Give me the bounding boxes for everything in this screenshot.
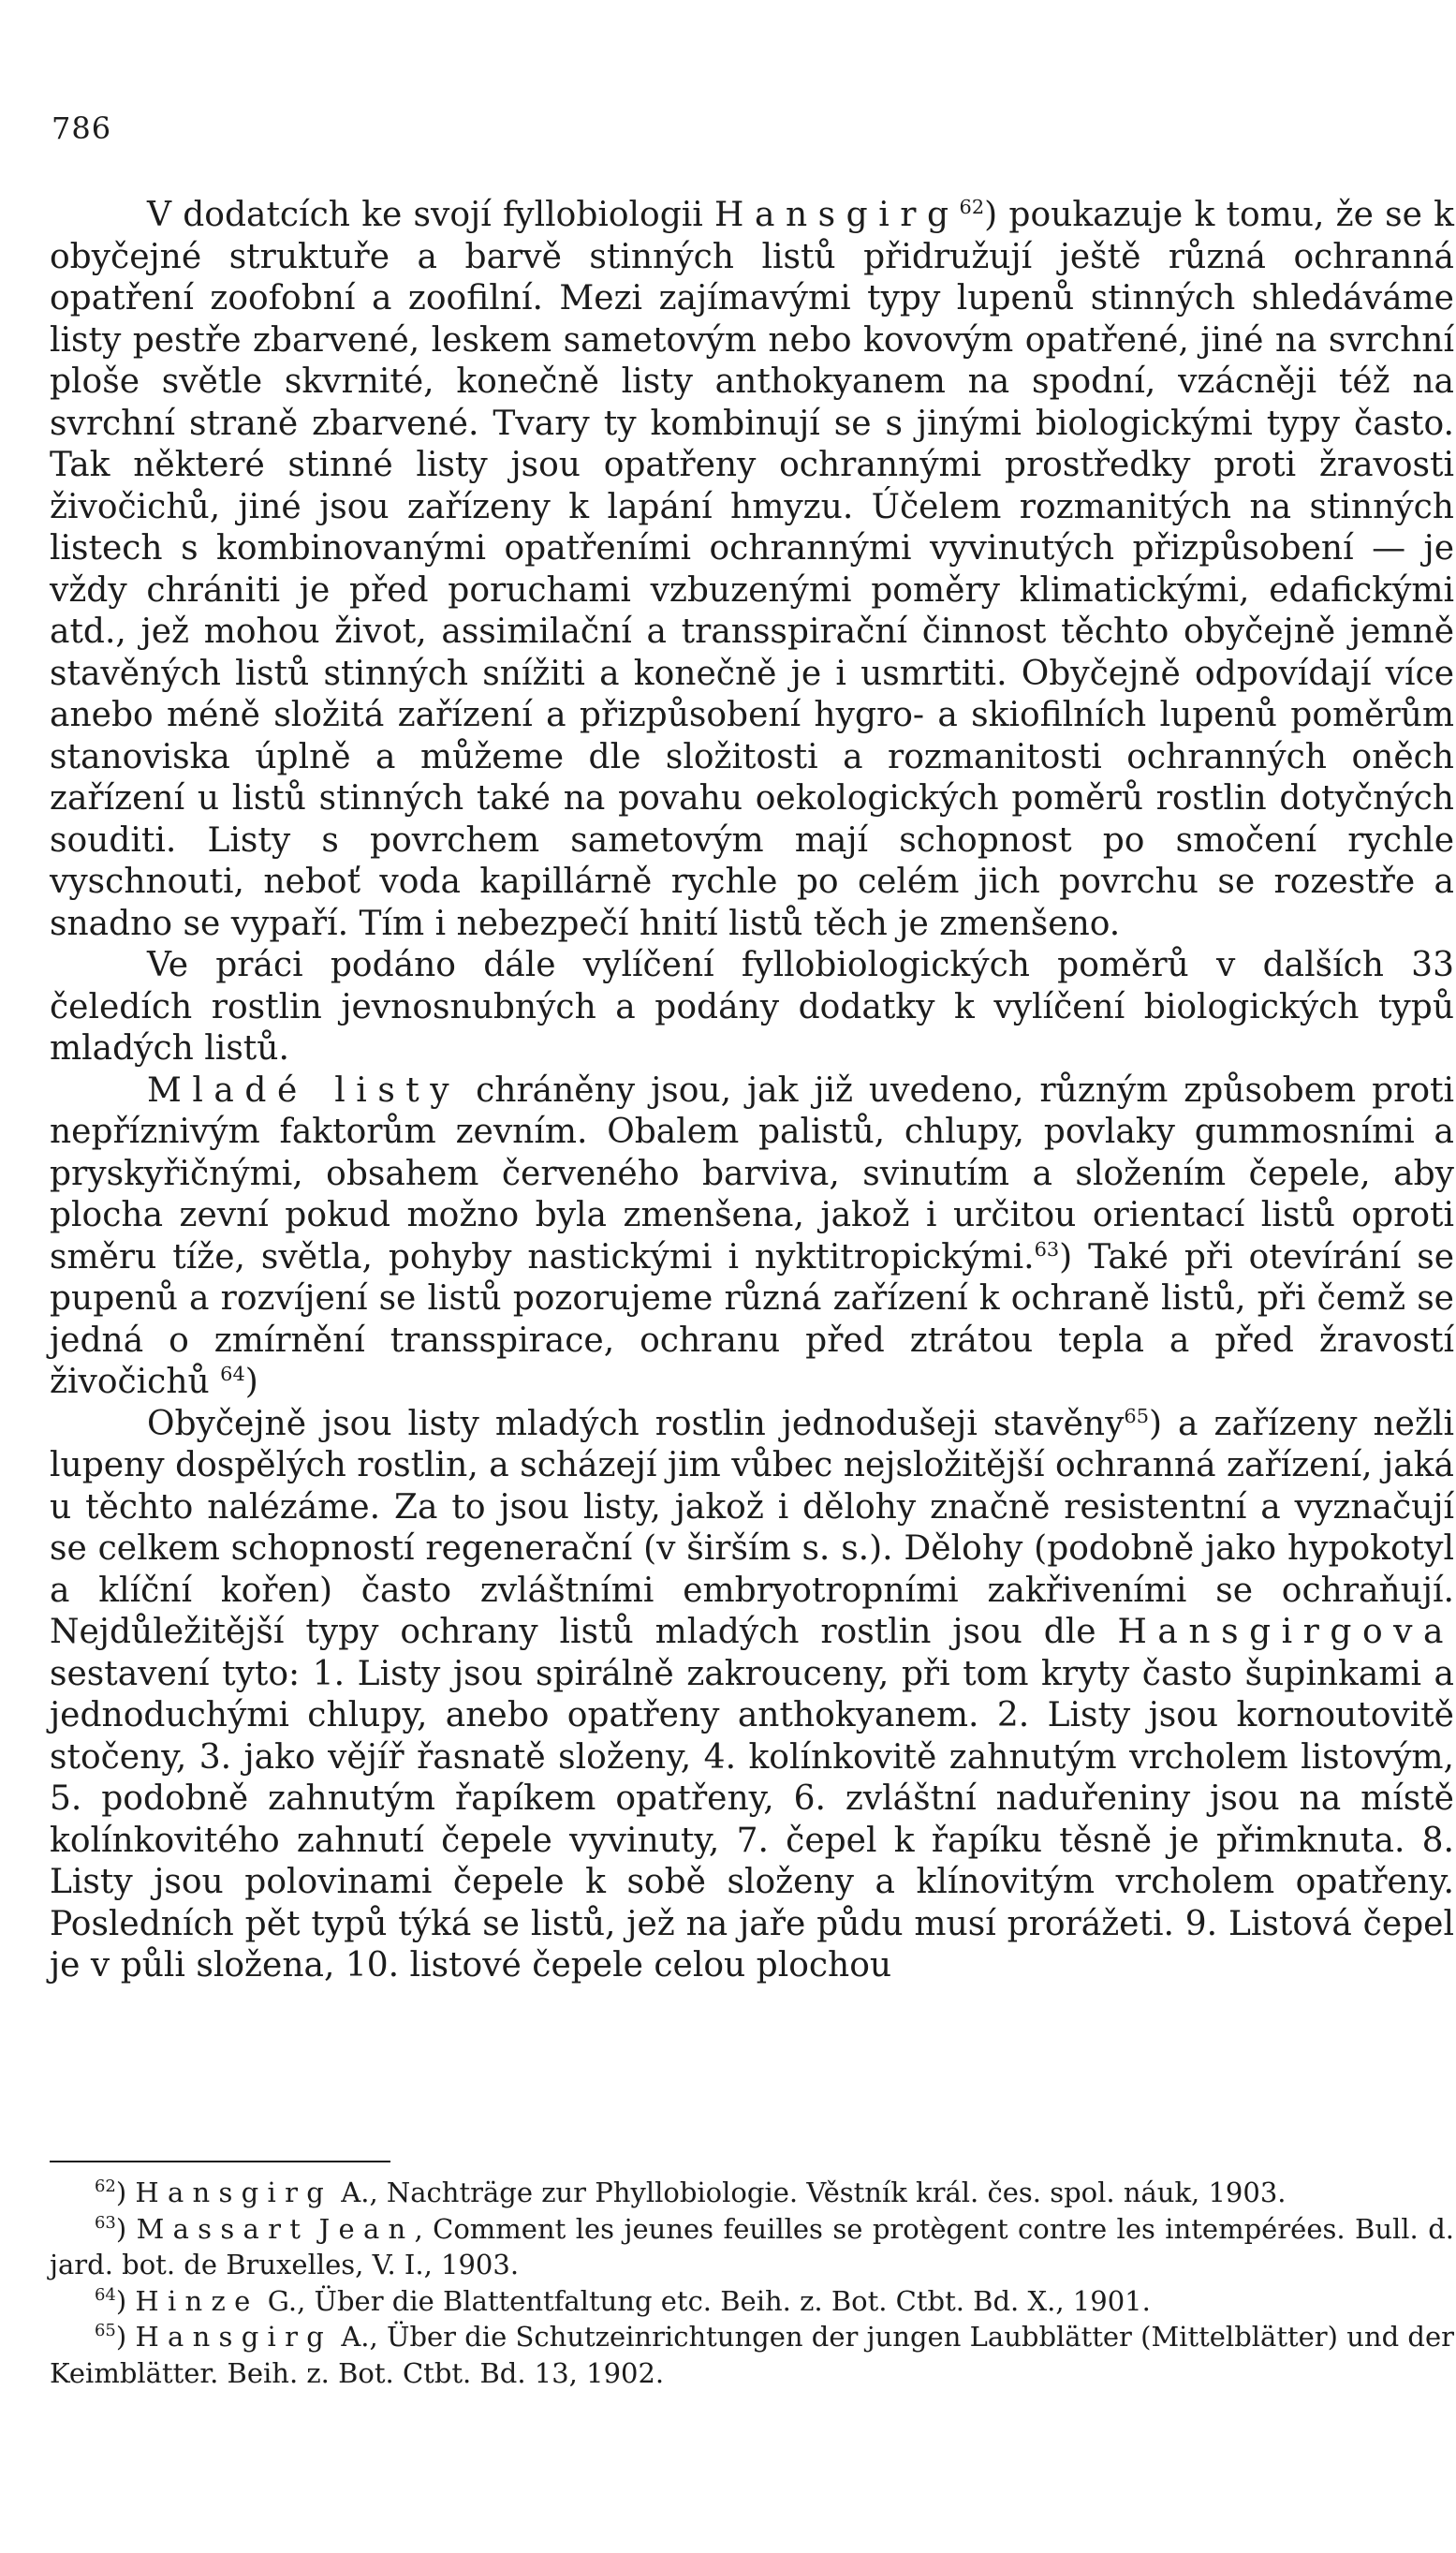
footnote [50, 2319, 1454, 2391]
paragraph [50, 1070, 1454, 1404]
text-run: A., Über die Schutzeinrichtungen der jungen Laubblätter (Mittelblätter) und der Keimblätter. Beih. z. Bot. Ctbt. Bd. 13, 1902. [50, 2321, 1454, 2389]
footnote [50, 2211, 1454, 2283]
spaced-name: Jean [318, 2212, 415, 2245]
page-number: 786 [51, 111, 112, 146]
text-run: ) [115, 2284, 136, 2317]
footnote-ref: 62 [959, 196, 985, 219]
footnote-divider [50, 2161, 390, 2162]
footnote-ref: 63 [95, 2212, 116, 2233]
spaced-name: Hansgirg [135, 2177, 333, 2208]
text-run: Ve práci podáno dále vylíčení fyllobiologických poměrů v dalších 33 čeledích rostlin jevnosnubných a podány dodatky k vylíčení biologických typů mladých listů. [50, 946, 1454, 1068]
text-run [309, 2213, 318, 2245]
footnote [50, 2175, 1454, 2211]
text-run: ) Také při otevírání se pupenů a rozvíjení se listů pozorujeme různá zařízení k ochraně listů, při čemž se jedná o zmírnění transspirace, ochranu před ztrátou tepla a před žravostí živočichů [50, 1237, 1454, 1401]
footnote-ref: 65 [95, 2320, 116, 2340]
footnote-ref: 64 [95, 2284, 116, 2305]
spaced-name: Hansgirg [714, 196, 960, 234]
footnote-ref: 62 [95, 2176, 116, 2196]
footnote-ref: 63 [1034, 1237, 1060, 1261]
spaced-name: Hansgirgova [1117, 1613, 1454, 1651]
paragraph [50, 195, 1454, 945]
body-text [50, 195, 1454, 1987]
spaced-name: Hansgirg [135, 2321, 333, 2353]
text-run: ) [115, 2177, 136, 2208]
spaced-name: Mladé listy [147, 1070, 461, 1110]
text-run: chráněny jsou, jak již uvedeno, různým způsobem proti nepříznivým faktorům zevním. Obalem palistů, chlupy, povlaky gummosními a pryskyřičnými, obsahem červeného barviva, svinutím a složením čepele, aby plocha zevní pokud možno byla zmenšena, jakož i určitou orientací listů oproti směru tíže, světla, pohyby nastickými i nyktitropickými. [50, 1070, 1454, 1276]
text-run: ) [244, 1363, 258, 1401]
text-run: , Comment les jeunes feuilles se protègent contre les intempérées. Bull. d. jard. bot. de Bruxelles, V. I., 1903. [50, 2212, 1455, 2280]
text-run: ) poukazuje k tomu, že se k obyčejné struktuře a barvě stinných listů přidružují ještě různá ochranná opatření zoofobní a zoofilní. Mezi zajímavými typy lupenů stinných shledáváme listy pestře zbarvené, leskem sametovým nebo kovovým opatřené, jiné na svrchní ploše světle skvrnité, konečně listy anthokyanem na spodní, vzácněji též na svrchní straně zbarvené. Tvary ty kombinují se s jinými biologickými typy často. Tak některé stinné listy jsou opatřeny ochrannými prostředky proti žravosti živočichů, jiné jsou zařízeny k lapání hmyzu. Účelem rozmanitých na stinných listech s kombinovanými opatřeními ochrannými vyvinutých přizpůsobení — je vždy chrániti je před poruchami vzbuzenými poměry klimatickými, edafickými atd., jež mohou život, assimilační a transspirační činnost těchto obyčejně jemně stavěných listů stinných snížiti a konečně je i usmrtiti. Obyčejně odpovídají více anebo méně složitá zařízení a přizpůsobení hygro- a skiofilních lupenů poměrům stanoviska úplně a můžeme dle složitosti a rozmanitosti ochranných oněch zařízení u listů stinných také na povahu oekologických poměrů rostlin dotyčných souditi. Listy s povrchem sametovým mají schopnost po smočení rychle vyschnouti, neboť voda kapillárně rychle po celém jich povrchu se rozestře a snadno se vypaří. Tím i nebezpečí hnití listů těch je zmenšeno. [50, 196, 1454, 943]
paragraph [50, 1404, 1454, 1987]
text-run: A., Nachträge zur Phyllobiologie. Věstník král. čes. spol. náuk, 1903. [332, 2177, 1287, 2208]
text-run: sestavení tyto: 1. Listy jsou spirálně zakrouceny, při tom kryty často šupinkami a jednoduchými chlupy, anebo opatřeny anthokyanem. 2. Listy jsou kornoutovitě stočeny, 3. jako vějíř řasnatě složeny, 4. kolínkovitě zahnutým vrcholem listovým, 5. podobně zahnutým řapíkem opatřeny, 6. zvláštní naduřeniny jsou na místě kolínkovitého zahnutí čepele vyvinuty, 7. čepel k řapíku těsně je přimknuta. 8. Listy jsou polovinami čepele k sobě složeny a klínovitým vrcholem opatřeny. Posledních pět typů týká se listů, jež na jaře půdu musí prorážeti. 9. Listová čepel je v půli složena, 10. listové čepele celou plochou [50, 1654, 1454, 1985]
footnotes [50, 2175, 1454, 2391]
footnote [50, 2283, 1454, 2320]
footnote-ref: 64 [220, 1363, 245, 1386]
text-run: V dodatcích ke svojí fyllobiologii [147, 196, 715, 234]
spaced-name: Massart [136, 2212, 310, 2245]
spaced-name: Hinze [135, 2284, 259, 2317]
text-run: G., Über die Blattentfaltung etc. Beih. z. Bot. Ctbt. Bd. X., 1901. [258, 2284, 1151, 2317]
text-run: ) [115, 2212, 137, 2245]
text-run: Obyčejně jsou listy mladých rostlin jednodušeji stavěny [147, 1404, 1125, 1443]
footnote-ref: 65 [1124, 1404, 1149, 1427]
paragraph [50, 945, 1454, 1070]
text-run: ) [115, 2321, 136, 2353]
text-run: ) a zařízeny nežli lupeny dospělých rostlin, a scházejí jim vůbec nejsložitější ochranná zařízení, jaká u těchto nalézáme. Za to jsou listy, jakož i dělohy značně resistentní a vyznačují se celkem schopností regenerační (v širším s. s.). Dělohy (podobně jako hypokotyl a klíční kořen) často zvláštními embryotropními zakřiveními se ochraňují. Nejdůležitější typy ochrany listů mladých rostlin jsou dle [50, 1404, 1454, 1651]
